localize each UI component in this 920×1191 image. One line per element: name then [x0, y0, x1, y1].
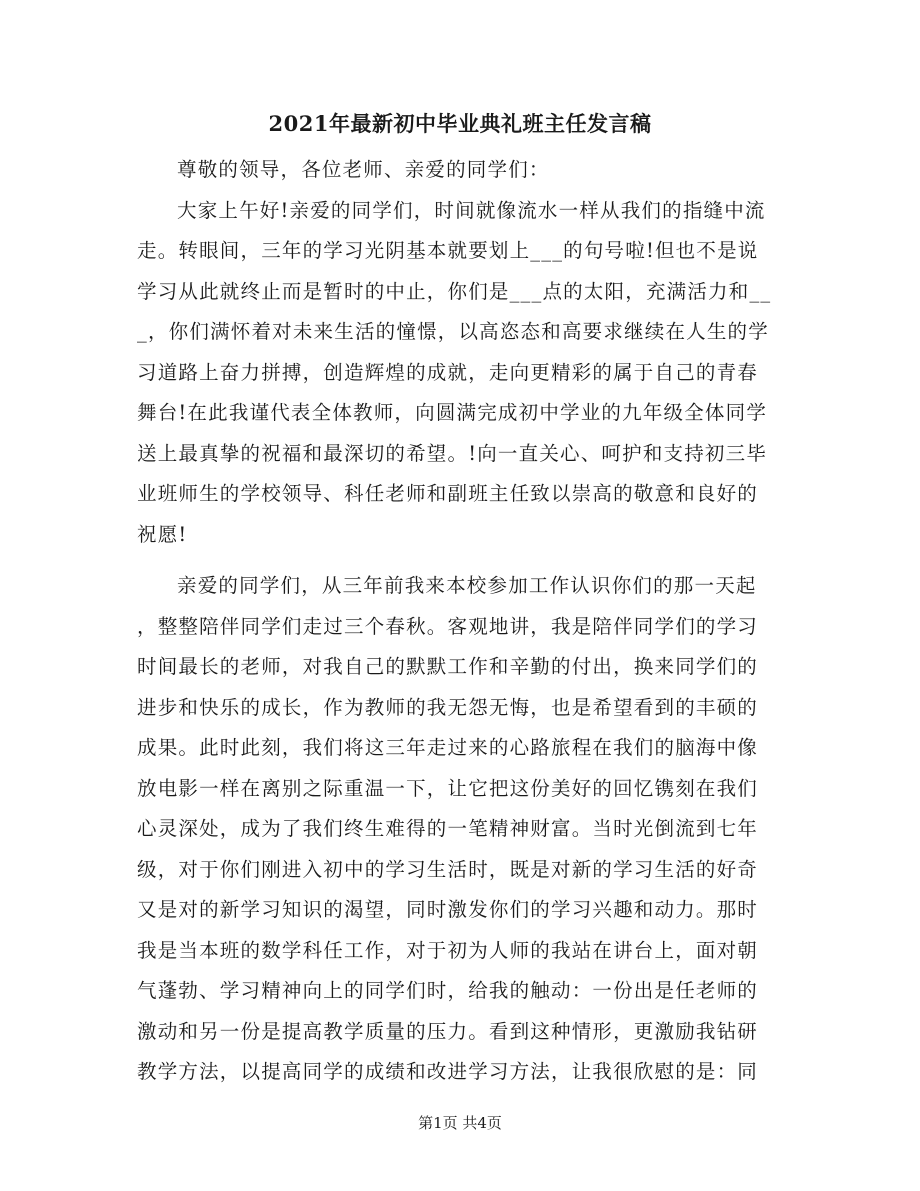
document-title: 2021年最新初中毕业典礼班主任发言稿 [268, 111, 652, 136]
paragraph-line: 成果。此时此刻，我们将这三年走过来的心路旅程在我们的脑海中像 [137, 736, 759, 759]
paragraph-line: 大家上午好!亲爱的同学们，时间就像流水一样从我们的指缝中流 [177, 198, 766, 222]
document-body [137, 150, 777, 1093]
paragraph-line: 业班师生的学校领导、科任老师和副班主任致以崇高的敬意和良好的 [137, 482, 759, 505]
page-footer: 第1页 共4页 [418, 1114, 502, 1132]
paragraph-line: 教学方法，以提高同学的成绩和改进学习方法，让我很欣慰的是：同 [137, 1060, 759, 1083]
paragraph-line: 气蓬勃、学习精神向上的同学们时，给我的触动：一份出是任老师的 [137, 979, 759, 1002]
paragraph-gap [137, 555, 777, 566]
paragraph-line: 亲爱的同学们，从三年前我来本校参加工作认识你们的那一天起 [177, 574, 757, 597]
paragraph-line: 走。转眼间，三年的学习光阴基本就要划上___的句号啦!但也不是说 [137, 239, 759, 262]
paragraph-line: 激动和另一份是提高教学质量的压力。看到这种情形，更激励我钻研 [137, 1019, 759, 1043]
paragraph-line: 祝愿! [137, 522, 188, 546]
paragraph-line: 心灵深处，成为了我们终生难得的一笔精神财富。当时光倒流到七年 [137, 817, 759, 840]
paragraph-line: 级，对于你们刚进入初中的学习生活时，既是对新的学习生活的好奇 [137, 857, 759, 881]
paragraph-line: 学习从此就终止而是暂时的中止，你们是___点的太阳，充满活力和__ [137, 279, 772, 303]
paragraph-line: 时间最长的老师，对我自己的默默工作和辛勤的付出，换来同学们的 [137, 655, 759, 678]
greeting-line: 尊敬的领导，各位老师、亲爱的同学们： [177, 158, 550, 181]
paragraph-line: 习道路上奋力拼搏，创造辉煌的成就，走向更精彩的属于自己的青春 [137, 360, 759, 384]
paragraph-line: 舞台!在此我谨代表全体教师，向圆满完成初中学业的九年级全体同学 [137, 401, 768, 424]
paragraph-line: 我是当本班的数学科任工作，对于初为人师的我站在讲台上，面对朝 [137, 938, 759, 962]
paragraph-line: 又是对的新学习知识的渴望，同时激发你们的学习兴趣和动力。那时 [137, 898, 759, 921]
paragraph-line: 放电影一样在离别之际重温一下，让它把这份美好的回忆镌刻在我们 [137, 776, 759, 800]
paragraph-line: 进步和快乐的成长，作为教师的我无怨无悔，也是希望看到的丰硕的 [137, 695, 759, 719]
paragraph-line: ，整整陪伴同学们走过三个春秋。客观地讲，我是陪伴同学们的学习 [137, 614, 759, 638]
paragraph-line: 送上最真挚的祝福和最深切的希望。!向一直关心、呵护和支持初三毕 [137, 441, 768, 465]
paragraph-line: _，你们满怀着对未来生活的憧憬，以高恣态和高要求继续在人生的学 [137, 320, 769, 343]
